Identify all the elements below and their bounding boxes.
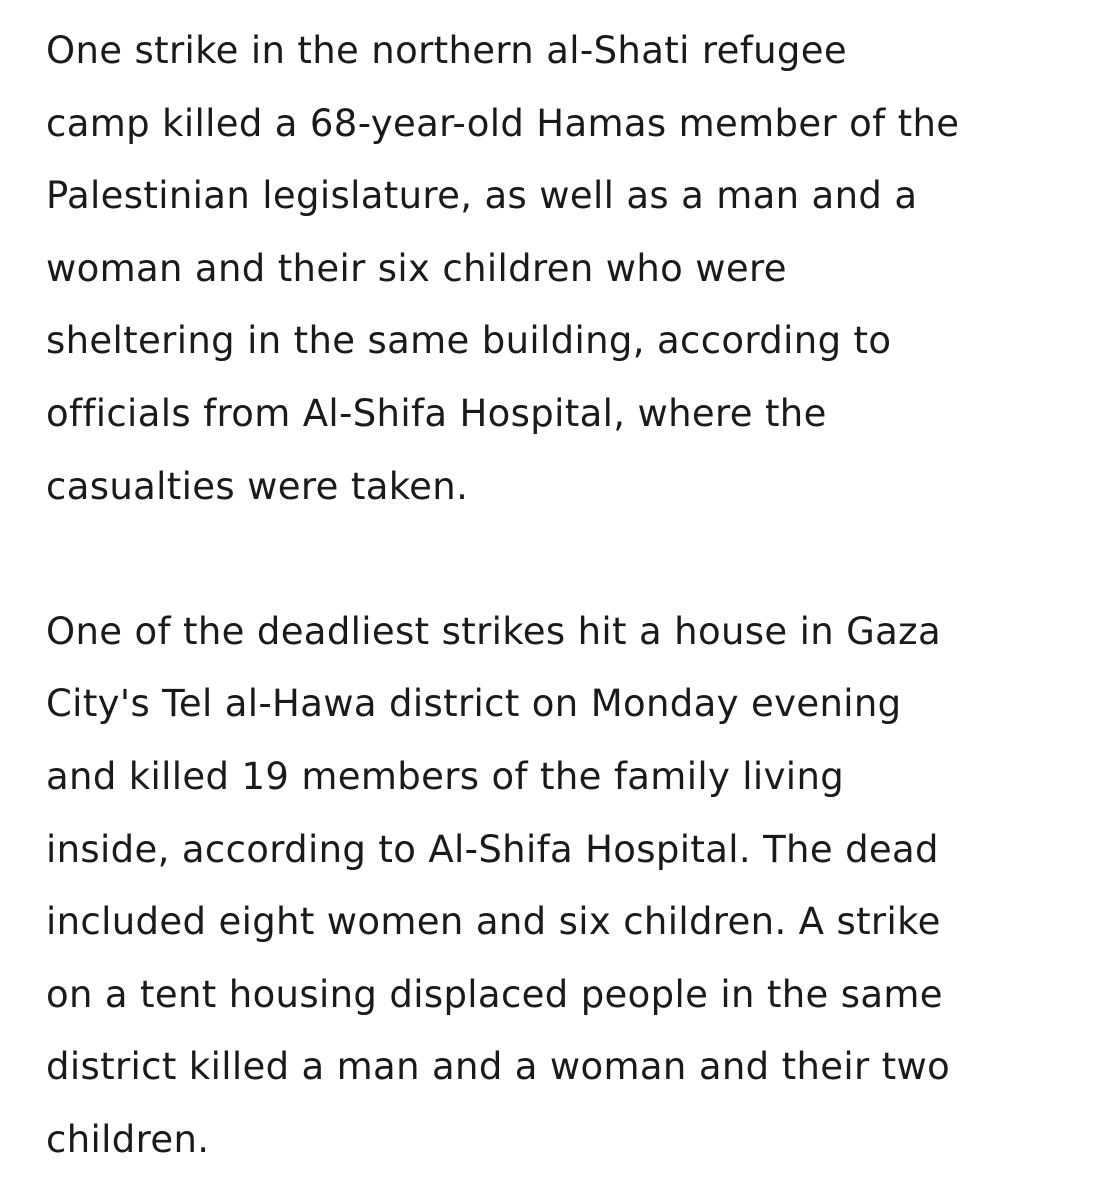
- text-line: One strike in the northern al-Shati refugee: [46, 29, 847, 72]
- text-line: included eight women and six children. A strike: [46, 900, 941, 944]
- text-line: on a tent housing displaced people in the same: [46, 972, 943, 1016]
- text-line: Palestinian legislature, as well as a man and a: [46, 174, 918, 218]
- paragraph-tel-al-hawa-strike: [46, 596, 1056, 1177]
- text-line: inside, according to Al-Shifa Hospital. The dead: [46, 827, 939, 871]
- text-line: and killed 19 members of the family living: [46, 754, 845, 798]
- text-line: district killed a man and a woman and their two: [46, 1045, 951, 1089]
- text-line: City's Tel al-Hawa district on Monday evening: [46, 682, 902, 726]
- text-line: sheltering in the same building, according to: [46, 319, 892, 363]
- text-line: camp killed a 68-year-old Hamas member of the: [46, 101, 960, 145]
- text-line: officials from Al-Shifa Hospital, where the: [46, 391, 827, 435]
- text-line: woman and their six children who were: [46, 246, 787, 290]
- text-line: casualties were taken.: [46, 464, 469, 508]
- paragraph-spacer: [46, 523, 1056, 596]
- text-line: children.: [46, 1117, 210, 1161]
- article-body: [46, 15, 1056, 1177]
- paragraph-al-shati-strike: [46, 15, 1056, 523]
- text-line: One of the deadliest strikes hit a house in Gaza: [46, 609, 941, 653]
